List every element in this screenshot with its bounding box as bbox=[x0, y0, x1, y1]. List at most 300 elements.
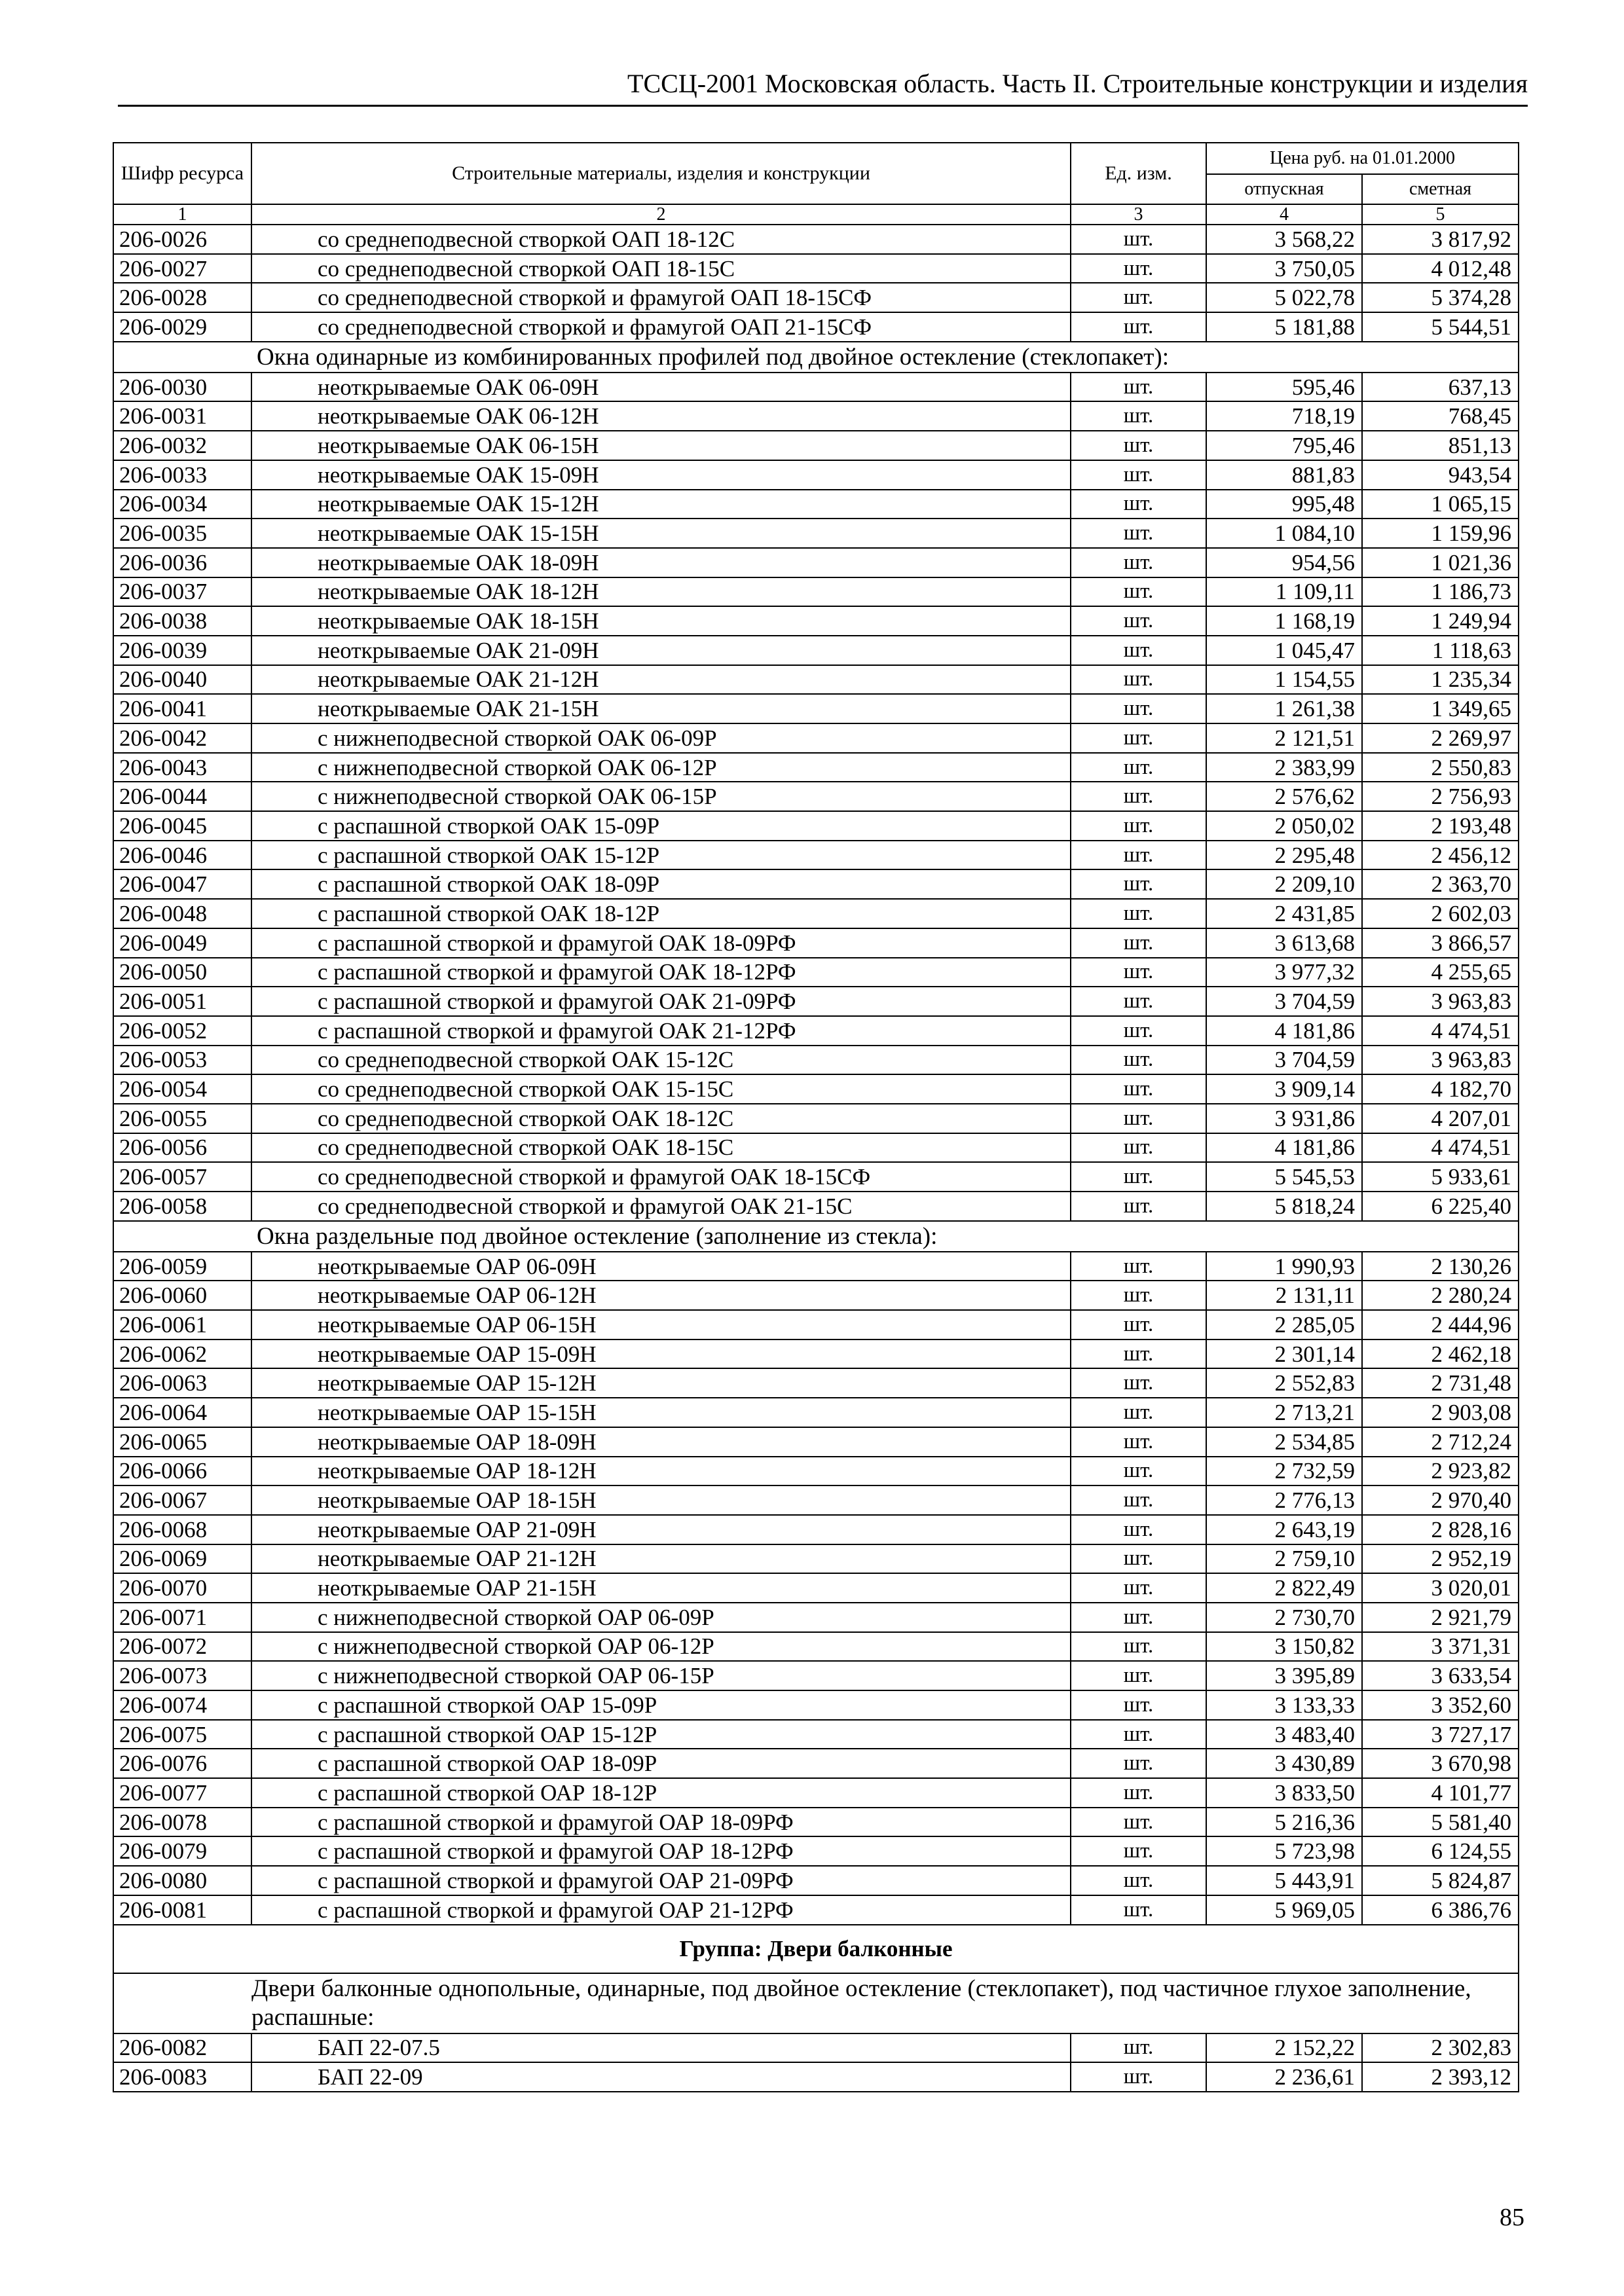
unit: шт. bbox=[1071, 490, 1206, 519]
item-name: с нижнеподвесной створкой ОАР 06-09Р bbox=[251, 1603, 1071, 1632]
estimate-price: 2 550,83 bbox=[1362, 753, 1519, 782]
unit: шт. bbox=[1071, 869, 1206, 899]
release-price: 5 181,88 bbox=[1206, 312, 1362, 342]
resource-code: 206-0056 bbox=[113, 1133, 251, 1163]
unit: шт. bbox=[1071, 1515, 1206, 1544]
table-row bbox=[113, 1544, 1519, 1574]
resource-code: 206-0052 bbox=[113, 1016, 251, 1046]
table-row bbox=[113, 1749, 1519, 1778]
estimate-price: 1 159,96 bbox=[1362, 519, 1519, 548]
release-price: 2 730,70 bbox=[1206, 1603, 1362, 1632]
item-name: неоткрываемые ОАК 18-12Н bbox=[251, 577, 1071, 607]
unit: шт. bbox=[1071, 577, 1206, 607]
table-row bbox=[113, 373, 1519, 402]
resource-code: 206-0048 bbox=[113, 899, 251, 928]
resource-code: 206-0070 bbox=[113, 1573, 251, 1603]
table-row bbox=[113, 2033, 1519, 2063]
unit: шт. bbox=[1071, 694, 1206, 723]
release-price: 5 216,36 bbox=[1206, 1808, 1362, 1837]
estimate-price: 2 923,82 bbox=[1362, 1457, 1519, 1486]
resource-code: 206-0051 bbox=[113, 987, 251, 1016]
estimate-price: 5 544,51 bbox=[1362, 312, 1519, 342]
resource-code: 206-0054 bbox=[113, 1074, 251, 1104]
estimate-price: 2 903,08 bbox=[1362, 1398, 1519, 1427]
unit: шт. bbox=[1071, 1632, 1206, 1662]
table-row bbox=[113, 1427, 1519, 1457]
resource-code: 206-0038 bbox=[113, 606, 251, 636]
item-name: неоткрываемые ОАР 21-12Н bbox=[251, 1544, 1071, 1574]
estimate-price: 2 970,40 bbox=[1362, 1485, 1519, 1515]
table-row bbox=[113, 1720, 1519, 1749]
table-row bbox=[113, 1632, 1519, 1662]
item-name: со среднеподвесной створкой и фрамугой ОАК 18-15СФ bbox=[251, 1162, 1071, 1192]
resource-code: 206-0059 bbox=[113, 1252, 251, 1281]
estimate-price: 5 374,28 bbox=[1362, 283, 1519, 312]
group-title: Группа: Двери балконные bbox=[113, 1925, 1519, 1973]
table-row bbox=[113, 1515, 1519, 1544]
unit: шт. bbox=[1071, 782, 1206, 811]
unit: шт. bbox=[1071, 1339, 1206, 1369]
estimate-price: 4 207,01 bbox=[1362, 1104, 1519, 1133]
item-name: неоткрываемые ОАК 15-09Н bbox=[251, 460, 1071, 490]
item-name: с распашной створкой ОАК 15-09Р bbox=[251, 811, 1071, 841]
release-price: 3 977,32 bbox=[1206, 958, 1362, 987]
release-price: 3 704,59 bbox=[1206, 1046, 1362, 1075]
item-name: со среднеподвесной створкой ОАП 18-15С bbox=[251, 254, 1071, 283]
estimate-price: 6 124,55 bbox=[1362, 1836, 1519, 1866]
table-row bbox=[113, 1104, 1519, 1133]
group-row bbox=[113, 1925, 1519, 1973]
item-name: неоткрываемые ОАР 15-15Н bbox=[251, 1398, 1071, 1427]
page-header bbox=[118, 65, 1528, 107]
estimate-price: 2 363,70 bbox=[1362, 869, 1519, 899]
item-name: со среднеподвесной створкой ОАК 18-12С bbox=[251, 1104, 1071, 1133]
unit: шт. bbox=[1071, 841, 1206, 870]
item-name: неоткрываемые ОАР 21-15Н bbox=[251, 1573, 1071, 1603]
item-name: со среднеподвесной створкой ОАК 18-15С bbox=[251, 1133, 1071, 1163]
release-price: 2 131,11 bbox=[1206, 1281, 1362, 1310]
item-name: неоткрываемые ОАР 15-09Н bbox=[251, 1339, 1071, 1369]
resource-code: 206-0036 bbox=[113, 548, 251, 577]
release-price: 595,46 bbox=[1206, 373, 1362, 402]
resource-code: 206-0053 bbox=[113, 1046, 251, 1075]
item-name: с распашной створкой ОАК 18-12Р bbox=[251, 899, 1071, 928]
table-row bbox=[113, 460, 1519, 490]
estimate-price: 6 225,40 bbox=[1362, 1192, 1519, 1221]
resource-code: 206-0061 bbox=[113, 1310, 251, 1339]
unit: шт. bbox=[1071, 753, 1206, 782]
table-row bbox=[113, 548, 1519, 577]
item-name: неоткрываемые ОАК 21-12Н bbox=[251, 665, 1071, 695]
release-price: 2 285,05 bbox=[1206, 1310, 1362, 1339]
item-name: с нижнеподвесной створкой ОАК 06-15Р bbox=[251, 782, 1071, 811]
item-name: с распашной створкой и фрамугой ОАР 18-09РФ bbox=[251, 1808, 1071, 1837]
table-row bbox=[113, 2062, 1519, 2092]
unit: шт. bbox=[1071, 519, 1206, 548]
table-row bbox=[113, 753, 1519, 782]
estimate-price: 1 235,34 bbox=[1362, 665, 1519, 695]
item-name: неоткрываемые ОАК 21-15Н bbox=[251, 694, 1071, 723]
resource-code: 206-0027 bbox=[113, 254, 251, 283]
release-price: 1 168,19 bbox=[1206, 606, 1362, 636]
resource-code: 206-0055 bbox=[113, 1104, 251, 1133]
estimate-price: 5 581,40 bbox=[1362, 1808, 1519, 1837]
estimate-price: 1 249,94 bbox=[1362, 606, 1519, 636]
release-price: 881,83 bbox=[1206, 460, 1362, 490]
estimate-price: 768,45 bbox=[1362, 401, 1519, 431]
col-name-header: Строительные материалы, изделия и конструкции bbox=[251, 143, 1071, 204]
item-name: неоткрываемые ОАР 06-15Н bbox=[251, 1310, 1071, 1339]
estimate-price: 4 101,77 bbox=[1362, 1778, 1519, 1808]
estimate-price: 1 186,73 bbox=[1362, 577, 1519, 607]
unit: шт. bbox=[1071, 1485, 1206, 1515]
item-name: с распашной створкой и фрамугой ОАК 18-09РФ bbox=[251, 928, 1071, 958]
estimate-price: 943,54 bbox=[1362, 460, 1519, 490]
estimate-price: 2 731,48 bbox=[1362, 1368, 1519, 1398]
release-price: 3 395,89 bbox=[1206, 1661, 1362, 1690]
release-price: 2 576,62 bbox=[1206, 782, 1362, 811]
release-price: 3 909,14 bbox=[1206, 1074, 1362, 1104]
resource-code: 206-0037 bbox=[113, 577, 251, 607]
item-name: с распашной створкой и фрамугой ОАК 21-09РФ bbox=[251, 987, 1071, 1016]
release-price: 2 732,59 bbox=[1206, 1457, 1362, 1486]
release-price: 795,46 bbox=[1206, 431, 1362, 460]
estimate-price: 4 474,51 bbox=[1362, 1016, 1519, 1046]
item-name: неоткрываемые ОАК 18-09Н bbox=[251, 548, 1071, 577]
item-name: с распашной створкой и фрамугой ОАР 18-12РФ bbox=[251, 1836, 1071, 1866]
section-row bbox=[113, 342, 1519, 373]
unit: шт. bbox=[1071, 2033, 1206, 2063]
resource-code: 206-0080 bbox=[113, 1866, 251, 1895]
release-price: 2 643,19 bbox=[1206, 1515, 1362, 1544]
table-row bbox=[113, 1603, 1519, 1632]
item-name: со среднеподвесной створкой ОАК 15-12С bbox=[251, 1046, 1071, 1075]
table-row bbox=[113, 577, 1519, 607]
table-row bbox=[113, 958, 1519, 987]
unit: шт. bbox=[1071, 928, 1206, 958]
table-row bbox=[113, 1310, 1519, 1339]
section-title: Окна раздельные под двойное остекление (заполнение из стекла): bbox=[251, 1221, 1519, 1252]
item-name: неоткрываемые ОАР 06-09Н bbox=[251, 1252, 1071, 1281]
table-row bbox=[113, 1046, 1519, 1075]
release-price: 1 990,93 bbox=[1206, 1252, 1362, 1281]
col-release-header: отпускная bbox=[1206, 174, 1362, 204]
release-price: 3 750,05 bbox=[1206, 254, 1362, 283]
estimate-price: 5 933,61 bbox=[1362, 1162, 1519, 1192]
table-row bbox=[113, 225, 1519, 254]
unit: шт. bbox=[1071, 1074, 1206, 1104]
unit: шт. bbox=[1071, 1104, 1206, 1133]
estimate-price: 637,13 bbox=[1362, 373, 1519, 402]
table-row bbox=[113, 636, 1519, 665]
item-name: с нижнеподвесной створкой ОАК 06-09Р bbox=[251, 723, 1071, 753]
release-price: 2 713,21 bbox=[1206, 1398, 1362, 1427]
table-row bbox=[113, 1661, 1519, 1690]
estimate-price: 2 393,12 bbox=[1362, 2062, 1519, 2092]
release-price: 2 759,10 bbox=[1206, 1544, 1362, 1574]
item-name: с распашной створкой ОАК 15-12Р bbox=[251, 841, 1071, 870]
resource-code: 206-0063 bbox=[113, 1368, 251, 1398]
resource-code: 206-0062 bbox=[113, 1339, 251, 1369]
estimate-price: 3 371,31 bbox=[1362, 1632, 1519, 1662]
release-price: 2 301,14 bbox=[1206, 1339, 1362, 1369]
col-number: 1 bbox=[113, 204, 251, 225]
release-price: 3 704,59 bbox=[1206, 987, 1362, 1016]
estimate-price: 4 012,48 bbox=[1362, 254, 1519, 283]
unit: шт. bbox=[1071, 1690, 1206, 1720]
release-price: 954,56 bbox=[1206, 548, 1362, 577]
resource-code: 206-0077 bbox=[113, 1778, 251, 1808]
table-row bbox=[113, 283, 1519, 312]
unit: шт. bbox=[1071, 1133, 1206, 1163]
resource-code: 206-0081 bbox=[113, 1895, 251, 1925]
resource-code: 206-0041 bbox=[113, 694, 251, 723]
item-name: неоткрываемые ОАР 21-09Н bbox=[251, 1515, 1071, 1544]
table-row bbox=[113, 723, 1519, 753]
table-row bbox=[113, 928, 1519, 958]
item-name: неоткрываемые ОАР 06-12Н bbox=[251, 1281, 1071, 1310]
table-row bbox=[113, 431, 1519, 460]
release-price: 2 431,85 bbox=[1206, 899, 1362, 928]
table-row bbox=[113, 1162, 1519, 1192]
estimate-price: 3 633,54 bbox=[1362, 1661, 1519, 1690]
unit: шт. bbox=[1071, 1398, 1206, 1427]
release-price: 4 181,86 bbox=[1206, 1133, 1362, 1163]
release-price: 2 121,51 bbox=[1206, 723, 1362, 753]
resource-code: 206-0076 bbox=[113, 1749, 251, 1778]
unit: шт. bbox=[1071, 1192, 1206, 1221]
table-row bbox=[113, 1690, 1519, 1720]
section-spacer bbox=[113, 342, 251, 373]
table-row bbox=[113, 1398, 1519, 1427]
unit: шт. bbox=[1071, 1016, 1206, 1046]
col-estimate-header: сметная bbox=[1362, 174, 1519, 204]
section-spacer bbox=[113, 1973, 251, 2033]
estimate-price: 2 130,26 bbox=[1362, 1252, 1519, 1281]
release-price: 1 084,10 bbox=[1206, 519, 1362, 548]
estimate-price: 1 118,63 bbox=[1362, 636, 1519, 665]
release-price: 995,48 bbox=[1206, 490, 1362, 519]
resource-code: 206-0067 bbox=[113, 1485, 251, 1515]
release-price: 3 430,89 bbox=[1206, 1749, 1362, 1778]
unit: шт. bbox=[1071, 1895, 1206, 1925]
release-price: 5 545,53 bbox=[1206, 1162, 1362, 1192]
resource-code: 206-0074 bbox=[113, 1690, 251, 1720]
table-row bbox=[113, 490, 1519, 519]
estimate-price: 1 021,36 bbox=[1362, 548, 1519, 577]
resource-code: 206-0065 bbox=[113, 1427, 251, 1457]
table-row bbox=[113, 1836, 1519, 1866]
estimate-price: 3 727,17 bbox=[1362, 1720, 1519, 1749]
section-row bbox=[113, 1221, 1519, 1252]
unit: шт. bbox=[1071, 723, 1206, 753]
item-name: с распашной створкой и фрамугой ОАК 18-12РФ bbox=[251, 958, 1071, 987]
unit: шт. bbox=[1071, 431, 1206, 460]
estimate-price: 6 386,76 bbox=[1362, 1895, 1519, 1925]
table-row bbox=[113, 1133, 1519, 1163]
estimate-price: 2 193,48 bbox=[1362, 811, 1519, 841]
resource-code: 206-0034 bbox=[113, 490, 251, 519]
item-name: с нижнеподвесной створкой ОАР 06-12Р bbox=[251, 1632, 1071, 1662]
table-row bbox=[113, 1485, 1519, 1515]
resource-code: 206-0069 bbox=[113, 1544, 251, 1574]
resource-code: 206-0071 bbox=[113, 1603, 251, 1632]
item-name: БАП 22-09 bbox=[251, 2062, 1071, 2092]
release-price: 5 443,91 bbox=[1206, 1866, 1362, 1895]
item-name: с распашной створкой и фрамугой ОАР 21-09РФ bbox=[251, 1866, 1071, 1895]
item-name: со среднеподвесной створкой ОАК 15-15С bbox=[251, 1074, 1071, 1104]
unit: шт. bbox=[1071, 1427, 1206, 1457]
estimate-price: 3 817,92 bbox=[1362, 225, 1519, 254]
item-name: неоткрываемые ОАК 15-15Н bbox=[251, 519, 1071, 548]
release-price: 5 969,05 bbox=[1206, 1895, 1362, 1925]
resource-code: 206-0049 bbox=[113, 928, 251, 958]
col-unit-header: Ед. изм. bbox=[1071, 143, 1206, 204]
unit: шт. bbox=[1071, 1573, 1206, 1603]
table-row bbox=[113, 401, 1519, 431]
release-price: 2 050,02 bbox=[1206, 811, 1362, 841]
resource-code: 206-0064 bbox=[113, 1398, 251, 1427]
item-name: с распашной створкой ОАР 18-12Р bbox=[251, 1778, 1071, 1808]
col-number: 5 bbox=[1362, 204, 1519, 225]
col-number: 3 bbox=[1071, 204, 1206, 225]
table-row bbox=[113, 1368, 1519, 1398]
release-price: 1 154,55 bbox=[1206, 665, 1362, 695]
unit: шт. bbox=[1071, 1866, 1206, 1895]
unit: шт. bbox=[1071, 606, 1206, 636]
estimate-price: 2 828,16 bbox=[1362, 1515, 1519, 1544]
estimate-price: 2 952,19 bbox=[1362, 1544, 1519, 1574]
unit: шт. bbox=[1071, 1836, 1206, 1866]
resource-code: 206-0075 bbox=[113, 1720, 251, 1749]
unit: шт. bbox=[1071, 1661, 1206, 1690]
release-price: 5 022,78 bbox=[1206, 283, 1362, 312]
table-row bbox=[113, 1074, 1519, 1104]
item-name: с распашной створкой и фрамугой ОАР 21-12РФ bbox=[251, 1895, 1071, 1925]
resource-code: 206-0047 bbox=[113, 869, 251, 899]
page-header-title: ТССЦ-2001 Московская область. Часть II. Строительные конструкции и изделия bbox=[627, 69, 1528, 98]
section-title: Двери балконные однопольные, одинарные, под двойное остекление (стеклопакет), под частичное глухое заполнение, распашные: bbox=[251, 1973, 1519, 2033]
item-name: с распашной створкой и фрамугой ОАК 21-12РФ bbox=[251, 1016, 1071, 1046]
estimate-price: 1 349,65 bbox=[1362, 694, 1519, 723]
unit: шт. bbox=[1071, 1046, 1206, 1075]
release-price: 3 133,33 bbox=[1206, 1690, 1362, 1720]
unit: шт. bbox=[1071, 1368, 1206, 1398]
estimate-price: 3 352,60 bbox=[1362, 1690, 1519, 1720]
release-price: 4 181,86 bbox=[1206, 1016, 1362, 1046]
col-code-header: Шифр ресурса bbox=[113, 143, 251, 204]
page-number: 85 bbox=[1500, 2204, 1524, 2231]
release-price: 3 568,22 bbox=[1206, 225, 1362, 254]
unit: шт. bbox=[1071, 2062, 1206, 2092]
release-price: 2 295,48 bbox=[1206, 841, 1362, 870]
table-row bbox=[113, 1281, 1519, 1310]
unit: шт. bbox=[1071, 1603, 1206, 1632]
release-price: 2 383,99 bbox=[1206, 753, 1362, 782]
table-row bbox=[113, 987, 1519, 1016]
estimate-price: 2 280,24 bbox=[1362, 1281, 1519, 1310]
resource-code: 206-0032 bbox=[113, 431, 251, 460]
resource-code: 206-0082 bbox=[113, 2033, 251, 2063]
release-price: 3 931,86 bbox=[1206, 1104, 1362, 1133]
item-name: неоткрываемые ОАК 21-09Н bbox=[251, 636, 1071, 665]
resource-code: 206-0046 bbox=[113, 841, 251, 870]
table-row bbox=[113, 1866, 1519, 1895]
release-price: 1 261,38 bbox=[1206, 694, 1362, 723]
release-price: 2 152,22 bbox=[1206, 2033, 1362, 2063]
unit: шт. bbox=[1071, 548, 1206, 577]
unit: шт. bbox=[1071, 1720, 1206, 1749]
unit: шт. bbox=[1071, 665, 1206, 695]
section-title: Окна одинарные из комбинированных профилей под двойное остекление (стеклопакет): bbox=[251, 342, 1519, 373]
unit: шт. bbox=[1071, 1252, 1206, 1281]
release-price: 3 833,50 bbox=[1206, 1778, 1362, 1808]
resource-code: 206-0030 bbox=[113, 373, 251, 402]
unit: шт. bbox=[1071, 811, 1206, 841]
unit: шт. bbox=[1071, 958, 1206, 987]
estimate-price: 2 444,96 bbox=[1362, 1310, 1519, 1339]
unit: шт. bbox=[1071, 1749, 1206, 1778]
unit: шт. bbox=[1071, 254, 1206, 283]
resource-code: 206-0043 bbox=[113, 753, 251, 782]
resource-code: 206-0029 bbox=[113, 312, 251, 342]
estimate-price: 2 602,03 bbox=[1362, 899, 1519, 928]
item-name: БАП 22-07.5 bbox=[251, 2033, 1071, 2063]
table-row bbox=[113, 899, 1519, 928]
unit: шт. bbox=[1071, 1310, 1206, 1339]
table-body bbox=[113, 225, 1519, 2092]
release-price: 2 822,49 bbox=[1206, 1573, 1362, 1603]
table-row bbox=[113, 1778, 1519, 1808]
resource-code: 206-0044 bbox=[113, 782, 251, 811]
item-name: с нижнеподвесной створкой ОАК 06-12Р bbox=[251, 753, 1071, 782]
resource-code: 206-0058 bbox=[113, 1192, 251, 1221]
unit: шт. bbox=[1071, 283, 1206, 312]
release-price: 1 109,11 bbox=[1206, 577, 1362, 607]
item-name: с распашной створкой ОАР 15-12Р bbox=[251, 1720, 1071, 1749]
col-number: 2 bbox=[251, 204, 1071, 225]
unit: шт. bbox=[1071, 1457, 1206, 1486]
table-head bbox=[113, 143, 1519, 225]
unit: шт. bbox=[1071, 636, 1206, 665]
table-row bbox=[113, 606, 1519, 636]
table-row bbox=[113, 1573, 1519, 1603]
unit: шт. bbox=[1071, 312, 1206, 342]
table-row bbox=[113, 665, 1519, 695]
resource-code: 206-0042 bbox=[113, 723, 251, 753]
item-name: неоткрываемые ОАК 15-12Н bbox=[251, 490, 1071, 519]
table-row bbox=[113, 811, 1519, 841]
unit: шт. bbox=[1071, 1162, 1206, 1192]
resource-code: 206-0072 bbox=[113, 1632, 251, 1662]
release-price: 1 045,47 bbox=[1206, 636, 1362, 665]
estimate-price: 3 020,01 bbox=[1362, 1573, 1519, 1603]
release-price: 3 483,40 bbox=[1206, 1720, 1362, 1749]
resource-code: 206-0033 bbox=[113, 460, 251, 490]
resource-code: 206-0060 bbox=[113, 1281, 251, 1310]
resource-code: 206-0039 bbox=[113, 636, 251, 665]
table-row bbox=[113, 782, 1519, 811]
estimate-price: 3 963,83 bbox=[1362, 987, 1519, 1016]
unit: шт. bbox=[1071, 1281, 1206, 1310]
estimate-price: 4 255,65 bbox=[1362, 958, 1519, 987]
unit: шт. bbox=[1071, 899, 1206, 928]
unit: шт. bbox=[1071, 401, 1206, 431]
resource-code: 206-0040 bbox=[113, 665, 251, 695]
section-spacer bbox=[113, 1221, 251, 1252]
col-price-header: Цена руб. на 01.01.2000 bbox=[1206, 143, 1519, 174]
table-row bbox=[113, 694, 1519, 723]
